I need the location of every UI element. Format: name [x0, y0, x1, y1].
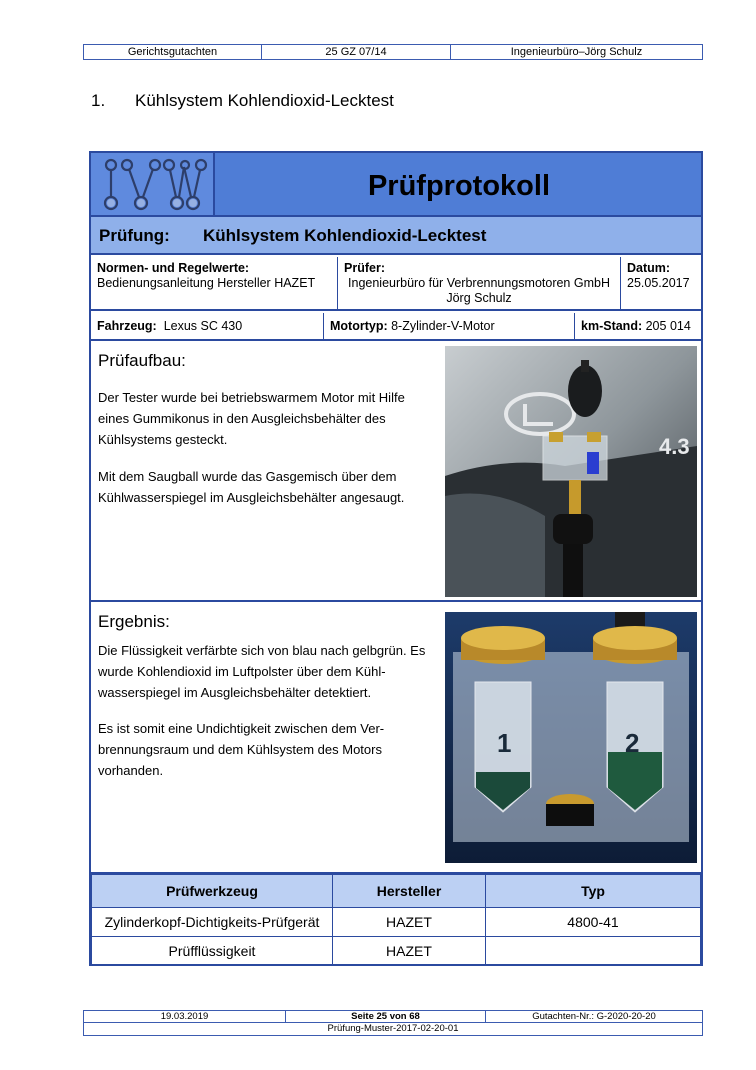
tool-name: Prüfflüssigkeit — [92, 937, 333, 966]
tools-header-tool: Prüfwerkzeug — [92, 875, 333, 908]
ergebnis-heading: Ergebnis: — [98, 612, 170, 631]
result-vials-photo — [445, 612, 697, 863]
header-center: 25 GZ 07/14 — [262, 45, 451, 59]
ergebnis-paragraph-2: Es ist somit eine Undichtigkeit zwischen dem Ver-brennungsraum und dem Kühlsystem des Motors vorhanden. — [98, 721, 385, 778]
motortyp-cell — [323, 313, 575, 339]
ivm-logo — [91, 153, 215, 215]
norms-row — [91, 257, 701, 311]
footer-ref: Prüfung-Muster-2017-02-20-01 — [327, 1023, 459, 1034]
tools-header-type: Typ — [486, 875, 701, 908]
ergebnis-section — [91, 604, 701, 874]
ergebnis-paragraph-1: Die Flüssigkeit verfärbte sich von blau nach gelbgrün. Es wurde Kohlendioxid im Luftpolster über dem Kühl-wasserspiegel im Ausgleichsbehälter detektiert. — [98, 643, 426, 700]
protocol-banner — [91, 153, 701, 217]
tool-type — [486, 937, 701, 966]
datum-label: Datum: — [627, 261, 671, 275]
km-value: 205 014 — [645, 319, 691, 333]
normen-value: Bedienungsanleitung Hersteller HAZET — [97, 276, 316, 290]
fahrzeug-label: Fahrzeug: — [97, 319, 157, 333]
pruefer-line2: Jörg Schulz — [446, 291, 512, 305]
pruefer-cell — [337, 257, 621, 309]
fahrzeug-value: Lexus SC 430 — [163, 319, 243, 333]
motortyp-label: Motortyp: — [330, 319, 388, 333]
protocol-title: Prüfprotokoll — [367, 170, 551, 202]
datum-value: 25.05.2017 — [627, 276, 690, 290]
aufbau-section — [91, 343, 701, 602]
normen-cell — [91, 257, 337, 309]
tools-table — [91, 874, 701, 964]
footer-row — [84, 1011, 702, 1023]
page-header — [83, 44, 703, 60]
table-row — [92, 908, 701, 937]
aufbau-paragraph-1: Der Tester wurde bei betriebswarmem Motor mit Hilfe eines Gummikonus in den Ausgleichsbehälter des Kühlsystems gesteckt. — [98, 390, 405, 447]
km-label: km-Stand: — [581, 319, 643, 333]
pruefer-label: Prüfer: — [344, 261, 385, 275]
footer-page: Seite 25 von 68 — [286, 1011, 486, 1022]
tool-manufacturer: HAZET — [333, 908, 486, 937]
page-footer — [83, 1010, 703, 1036]
header-left: Gerichtsgutachten — [84, 45, 262, 59]
engine-tester-photo — [445, 346, 697, 597]
km-cell — [575, 313, 701, 339]
section-title: Kühlsystem Kohlendioxid-Lecktest — [135, 91, 394, 110]
vial-label-2: 2 — [625, 728, 640, 758]
pruefer-line1: Ingenieurbüro für Verbrennungsmotoren GmbH — [348, 276, 610, 290]
tool-type: 4800-41 — [486, 908, 701, 937]
motortyp-value: 8-Zylinder-V-Motor — [391, 319, 495, 333]
section-heading — [91, 91, 394, 111]
table-row — [92, 937, 701, 966]
header-right: Ingenieurbüro–Jörg Schulz — [510, 46, 643, 58]
pruefung-row — [91, 217, 701, 255]
tool-manufacturer: HAZET — [333, 937, 486, 966]
section-number: 1. — [91, 91, 106, 110]
protocol-box — [89, 151, 703, 966]
tool-name: Zylinderkopf-Dichtigkeits-Prüfgerät — [92, 908, 333, 937]
footer-gutachten: Gutachten-Nr.: G-2020-20-20 — [532, 1011, 656, 1022]
normen-label: Normen- und Regelwerte: — [97, 261, 250, 275]
footer-date: 19.03.2019 — [84, 1011, 286, 1022]
pruefung-label: Prüfung: — [99, 226, 170, 245]
vial-label-1: 1 — [497, 728, 512, 758]
tools-header-manufacturer: Hersteller — [333, 875, 486, 908]
vehicle-row — [91, 313, 701, 341]
datum-cell — [621, 257, 701, 309]
pruefung-value: Kühlsystem Kohlendioxid-Lecktest — [203, 226, 487, 245]
engine-badge-text: 4.3 — [659, 434, 690, 459]
aufbau-heading: Prüfaufbau: — [98, 351, 186, 370]
fahrzeug-cell — [91, 313, 323, 339]
aufbau-paragraph-2: Mit dem Saugball wurde das Gasgemisch über dem Kühlwasserspiegel im Ausgleichsbehälter angesaugt. — [98, 469, 405, 505]
tools-header-row — [92, 875, 701, 908]
